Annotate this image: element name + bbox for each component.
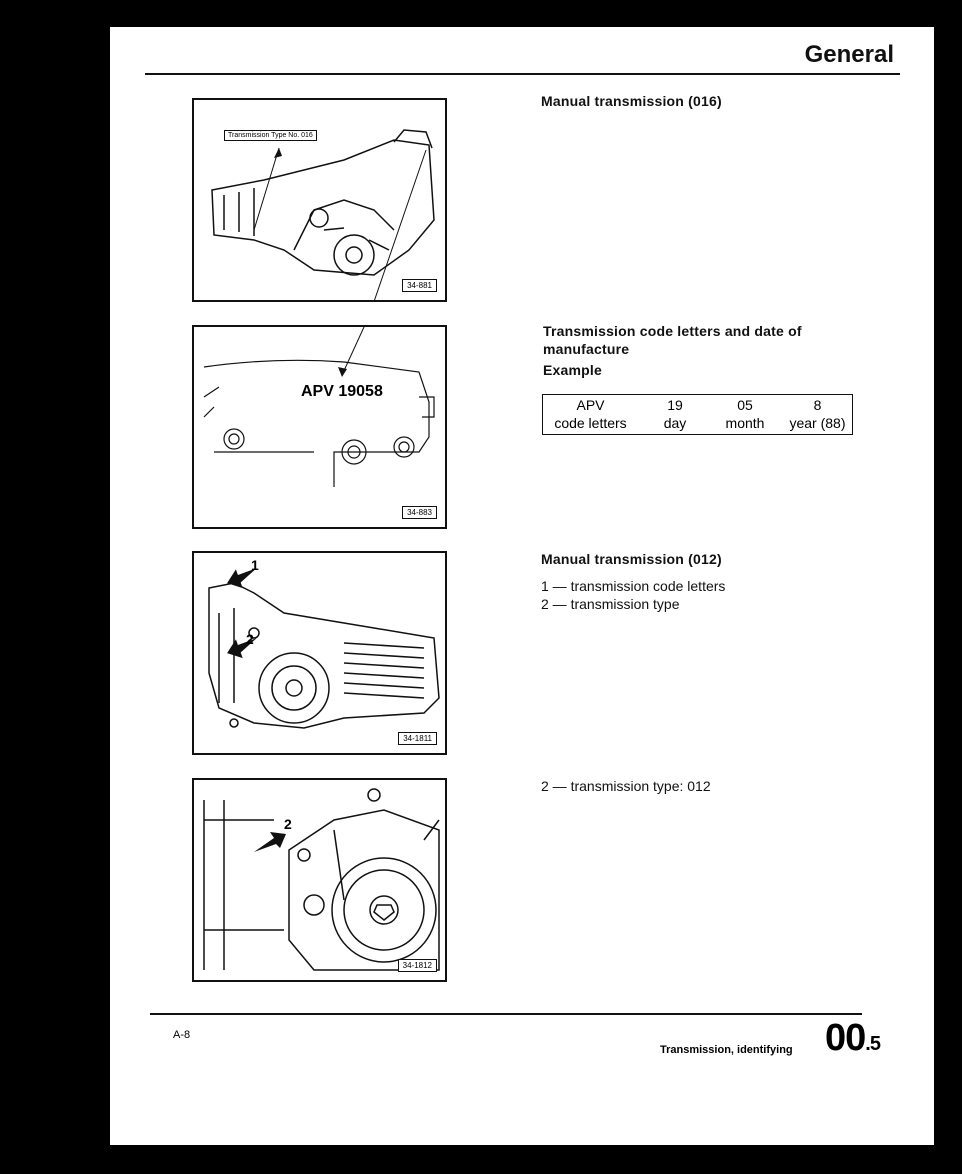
transmission-type-012-text: 2 — transmission type: 012: [541, 778, 711, 794]
figure-code: 34-1811: [398, 732, 437, 745]
figure-code-stamp: [192, 325, 447, 529]
figure-code: 34-1812: [398, 959, 437, 972]
day-label: day: [663, 415, 687, 431]
footer-section-label: Transmission, identifying: [660, 1044, 793, 1056]
heading-manual-016: Manual transmission (016): [541, 93, 722, 109]
figure-transmission-012: [192, 551, 447, 755]
legend-item-1: 1 — transmission code letters: [541, 578, 726, 594]
code-stamp-drawing: [194, 327, 445, 527]
transmission-012-drawing: [194, 553, 445, 753]
figure-transmission-012-type: [192, 778, 447, 982]
group-number: [825, 1017, 880, 1060]
callout-2: 2: [246, 631, 254, 647]
heading-code-date-line2: manufacture: [543, 341, 630, 357]
legend-item-2: 2 — transmission type: [541, 596, 680, 612]
month-label: month: [725, 415, 765, 431]
figure-code: 34-883: [402, 506, 437, 519]
group-number-main: 00: [825, 1017, 866, 1059]
callout-1: 1: [251, 557, 259, 573]
day-value: 19: [667, 397, 683, 413]
figure-code: 34-881: [402, 279, 437, 292]
transmission-012-type-drawing: [194, 780, 445, 980]
code-values-row: [543, 397, 852, 415]
heading-code-date-line1: Transmission code letters and date of: [543, 323, 802, 339]
page-title: General: [804, 41, 894, 68]
code-letters-label: code letters: [554, 415, 627, 431]
group-number-sub: .5: [865, 1033, 880, 1055]
code-letters-value: APV: [576, 397, 605, 413]
month-value: 05: [737, 397, 753, 413]
year-label: year (88): [789, 415, 846, 431]
manual-page: [110, 27, 934, 1145]
code-example-table: [542, 394, 853, 435]
figure-transmission-016: [192, 98, 447, 302]
code-stamp-text: APV 19058: [301, 383, 383, 400]
callout-2: 2: [284, 816, 292, 832]
footer-rule: [150, 1013, 862, 1015]
heading-example: Example: [543, 362, 602, 378]
transmission-type-label: Transmission Type No. 016: [224, 130, 317, 141]
heading-manual-012: Manual transmission (012): [541, 551, 722, 567]
code-labels-row: [543, 415, 852, 433]
year-value: 8: [813, 397, 822, 413]
page-reference: A-8: [173, 1029, 191, 1041]
header-rule: [145, 73, 900, 75]
